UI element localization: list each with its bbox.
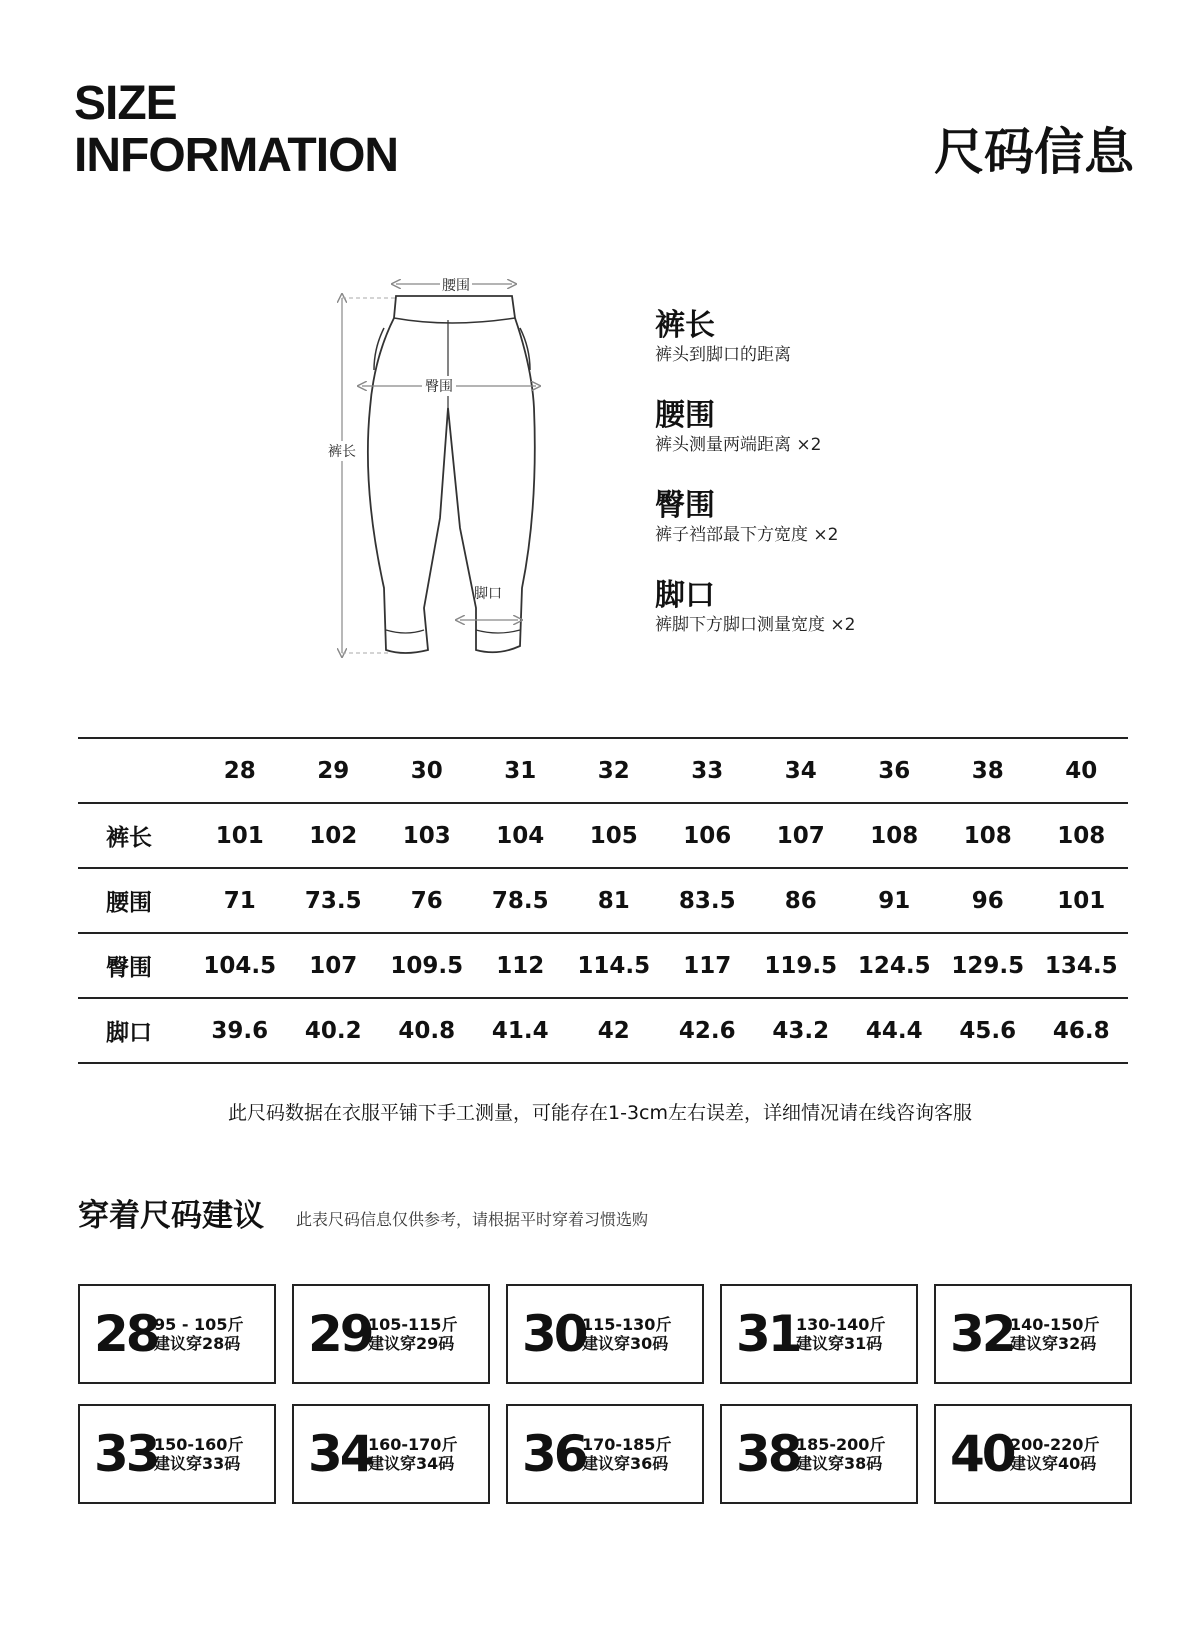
size-header-cell: 33 xyxy=(661,738,755,803)
card-weight-range: 115-130斤 xyxy=(582,1315,672,1334)
table-cell: 107 xyxy=(287,933,381,998)
card-advice: 建议穿34码 xyxy=(368,1454,455,1473)
diagram-label-length: 裤长 xyxy=(328,444,356,460)
table-cell: 42 xyxy=(567,998,661,1063)
diagram-label-hip: 臀围 xyxy=(425,379,453,395)
table-cell: 124.5 xyxy=(848,933,942,998)
table-row-hem xyxy=(78,998,1128,1063)
card-weight-range: 130-140斤 xyxy=(796,1315,886,1334)
table-cell: 119.5 xyxy=(754,933,848,998)
measurement-note: 此尺码数据在衣服平铺下手工测量，可能存在1-3cm左右误差，详细情况请在线咨询客服 xyxy=(228,1102,972,1124)
legend-term: 臀围 xyxy=(655,488,715,523)
table-cell: 106 xyxy=(661,803,755,868)
card-size: 30 xyxy=(522,1305,586,1363)
table-cell: 40.2 xyxy=(287,998,381,1063)
card-weight-range: 160-170斤 xyxy=(368,1435,458,1454)
size-header-cell: 40 xyxy=(1035,738,1129,803)
size-header-cell: 38 xyxy=(941,738,1035,803)
card-weight-range: 95 - 105斤 xyxy=(154,1315,244,1334)
legend-item-waist xyxy=(655,398,975,488)
table-cell: 101 xyxy=(1035,868,1129,933)
size-card xyxy=(934,1284,1132,1384)
size-card xyxy=(506,1284,704,1384)
card-advice: 建议穿30码 xyxy=(582,1334,669,1353)
card-info xyxy=(796,1435,885,1473)
card-weight-range: 140-150斤 xyxy=(1010,1315,1100,1334)
card-size: 38 xyxy=(736,1425,800,1483)
row-label: 脚口 xyxy=(78,998,193,1063)
card-info xyxy=(368,1435,457,1473)
diagram-label-hem: 脚口 xyxy=(474,586,502,602)
table-cell: 83.5 xyxy=(661,868,755,933)
size-header-cell: 34 xyxy=(754,738,848,803)
table-cell: 86 xyxy=(754,868,848,933)
card-info xyxy=(154,1435,243,1473)
table-row-hip xyxy=(78,933,1128,998)
legend-term: 腰围 xyxy=(655,398,715,433)
table-cell: 96 xyxy=(941,868,1035,933)
card-weight-range: 170-185斤 xyxy=(582,1435,672,1454)
card-size: 29 xyxy=(308,1305,372,1363)
table-cell: 108 xyxy=(1035,803,1129,868)
table-row-waist xyxy=(78,868,1128,933)
pants-diagram xyxy=(300,258,590,668)
table-cell: 114.5 xyxy=(567,933,661,998)
row-label: 臀围 xyxy=(78,933,193,998)
size-card xyxy=(720,1284,918,1384)
size-header-cell: 28 xyxy=(193,738,287,803)
title-english xyxy=(74,78,398,182)
size-card xyxy=(506,1404,704,1504)
card-advice: 建议穿29码 xyxy=(368,1334,455,1353)
card-size: 32 xyxy=(950,1305,1014,1363)
table-cell: 76 xyxy=(380,868,474,933)
table-cell: 91 xyxy=(848,868,942,933)
card-advice: 建议穿28码 xyxy=(154,1334,241,1353)
size-header-cell: 31 xyxy=(474,738,568,803)
size-table xyxy=(78,737,1128,1064)
size-card xyxy=(78,1404,276,1504)
table-cell: 105 xyxy=(567,803,661,868)
card-info xyxy=(1010,1315,1099,1353)
size-card xyxy=(78,1284,276,1384)
legend-desc: 裤子裆部最下方宽度 ×2 xyxy=(655,525,839,545)
table-cell: 39.6 xyxy=(193,998,287,1063)
table-cell: 104 xyxy=(474,803,568,868)
diagram-label-waist: 腰围 xyxy=(442,278,470,294)
legend-term: 裤长 xyxy=(655,308,715,343)
recommendation-cards xyxy=(78,1284,1130,1504)
corner-cell xyxy=(78,738,193,803)
table-cell: 73.5 xyxy=(287,868,381,933)
table-cell: 71 xyxy=(193,868,287,933)
legend-item-length xyxy=(655,308,975,398)
title-english-line2: INFORMATION xyxy=(74,129,399,182)
table-cell: 129.5 xyxy=(941,933,1035,998)
table-cell: 45.6 xyxy=(941,998,1035,1063)
card-info xyxy=(368,1315,457,1353)
size-card xyxy=(292,1404,490,1504)
size-card xyxy=(292,1284,490,1384)
pants-outline xyxy=(368,296,535,653)
legend-desc: 裤头到脚口的距离 xyxy=(655,345,791,365)
card-info xyxy=(582,1315,671,1353)
table-cell: 78.5 xyxy=(474,868,568,933)
card-weight-range: 200-220斤 xyxy=(1010,1435,1100,1454)
legend-term: 脚口 xyxy=(655,578,715,613)
card-weight-range: 150-160斤 xyxy=(154,1435,244,1454)
legend-item-hem xyxy=(655,578,975,668)
legend-desc: 裤脚下方脚口测量宽度 ×2 xyxy=(655,615,856,635)
card-info xyxy=(796,1315,885,1353)
card-weight-range: 185-200斤 xyxy=(796,1435,886,1454)
size-header-cell: 32 xyxy=(567,738,661,803)
card-size: 33 xyxy=(94,1425,158,1483)
card-info xyxy=(1010,1435,1099,1473)
title-english-line1: SIZE xyxy=(74,77,177,130)
size-header-cell: 29 xyxy=(287,738,381,803)
recommendation-title: 穿着尺码建议 xyxy=(78,1198,264,1234)
size-header-cell: 30 xyxy=(380,738,474,803)
card-size: 31 xyxy=(736,1305,800,1363)
table-cell: 103 xyxy=(380,803,474,868)
card-weight-range: 105-115斤 xyxy=(368,1315,458,1334)
legend-desc: 裤头测量两端距离 ×2 xyxy=(655,435,822,455)
row-label: 腰围 xyxy=(78,868,193,933)
table-cell: 43.2 xyxy=(754,998,848,1063)
size-header-row xyxy=(78,738,1128,803)
table-cell: 40.8 xyxy=(380,998,474,1063)
recommendation-subtitle: 此表尺码信息仅供参考，请根据平时穿着习惯选购 xyxy=(296,1210,649,1229)
measurement-legend xyxy=(655,308,975,668)
card-info xyxy=(154,1315,243,1353)
table-cell: 134.5 xyxy=(1035,933,1129,998)
table-cell: 44.4 xyxy=(848,998,942,1063)
table-cell: 112 xyxy=(474,933,568,998)
table-cell: 117 xyxy=(661,933,755,998)
card-advice: 建议穿31码 xyxy=(796,1334,883,1353)
table-cell: 109.5 xyxy=(380,933,474,998)
table-cell: 108 xyxy=(941,803,1035,868)
table-cell: 42.6 xyxy=(661,998,755,1063)
size-card xyxy=(934,1404,1132,1504)
table-cell: 102 xyxy=(287,803,381,868)
table-cell: 101 xyxy=(193,803,287,868)
title-chinese: 尺码信息 xyxy=(934,123,1134,181)
card-size: 36 xyxy=(522,1425,586,1483)
card-advice: 建议穿38码 xyxy=(796,1454,883,1473)
card-advice: 建议穿33码 xyxy=(154,1454,241,1473)
table-cell: 104.5 xyxy=(193,933,287,998)
card-info xyxy=(582,1435,671,1473)
card-size: 34 xyxy=(308,1425,372,1483)
card-advice: 建议穿32码 xyxy=(1010,1334,1097,1353)
size-card xyxy=(720,1404,918,1504)
card-advice: 建议穿40码 xyxy=(1010,1454,1097,1473)
size-header-cell: 36 xyxy=(848,738,942,803)
card-size: 28 xyxy=(94,1305,158,1363)
row-label: 裤长 xyxy=(78,803,193,868)
table-cell: 46.8 xyxy=(1035,998,1129,1063)
table-cell: 107 xyxy=(754,803,848,868)
table-cell: 41.4 xyxy=(474,998,568,1063)
card-size: 40 xyxy=(950,1425,1014,1483)
legend-item-hip xyxy=(655,488,975,578)
card-advice: 建议穿36码 xyxy=(582,1454,669,1473)
table-cell: 81 xyxy=(567,868,661,933)
table-row-length xyxy=(78,803,1128,868)
table-cell: 108 xyxy=(848,803,942,868)
